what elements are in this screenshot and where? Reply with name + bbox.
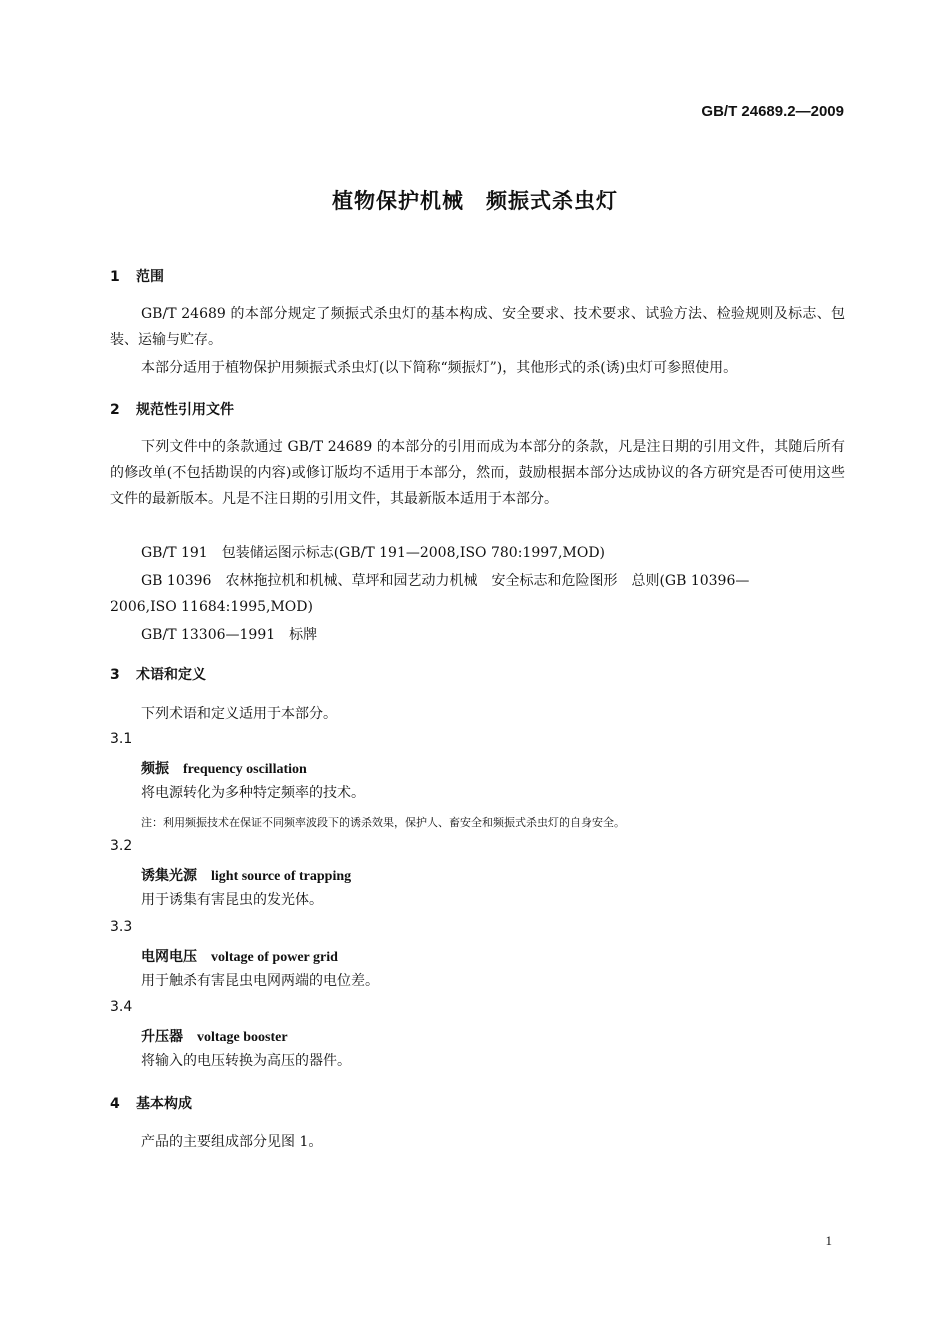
term-zh: 升压器 (141, 1029, 183, 1045)
term-definition: 用于触杀有害昆虫电网两端的电位差。 (141, 973, 379, 989)
term-number: 3.3 (110, 919, 133, 935)
term-definition: 用于诱集有害昆虫的发光体。 (141, 892, 323, 908)
term-en: light source of trapping (211, 869, 352, 884)
section-4-heading (110, 1093, 192, 1113)
term-number: 3.4 (110, 999, 133, 1015)
term-zh: 频振 (141, 761, 169, 777)
section-2-paragraph-1: 下列文件中的条款通过 GB/T 24689 的本部分的引用而成为本部分的条款，凡是注日期的引用文件，其随后所有的修改单(不包括勘误的内容)或修订版均不适用于本部分，然而，鼓励根据本部分达成协议的各方研究是否可使用这些文件的最新版本。凡是不注日期的引用文件，其最新版本适用于本部分。 (110, 439, 845, 507)
term-voltage-booster (141, 1026, 288, 1046)
section-number: 2 (110, 402, 120, 418)
term-definition: 将电源转化为多种特定频率的技术。 (141, 785, 365, 801)
section-number: 3 (110, 667, 120, 683)
section-1-paragraph-1: GB/T 24689 的本部分规定了频振式杀虫灯的基本构成、安全要求、技术要求、试验方法、检验规则及标志、包装、运输与贮存。 (110, 306, 845, 348)
term-note: 注：利用频振技术在保证不同频率波段下的诱杀效果，保护人、畜安全和频振式杀虫灯的自身安全。 (141, 816, 625, 829)
reference-gbt13306: GB/T 13306—1991 标牌 (141, 627, 318, 643)
section-2-heading (110, 399, 234, 419)
section-number: 1 (110, 269, 120, 285)
section-title: 范围 (136, 269, 164, 285)
term-zh: 诱集光源 (141, 868, 197, 884)
standard-number: GB/T 24689.2—2009 (701, 103, 844, 120)
term-zh: 电网电压 (141, 949, 197, 965)
term-en: voltage booster (197, 1030, 288, 1045)
section-number: 4 (110, 1096, 120, 1112)
section-1-paragraph-2: 本部分适用于植物保护用频振式杀虫灯(以下简称“频振灯”)，其他形式的杀(诱)虫灯可参照使用。 (141, 360, 738, 376)
page-number: 1 (825, 1233, 832, 1248)
reference-gb10396: GB 10396 农林拖拉机和机械、草坪和园艺动力机械 安全标志和危险图形 总则(GB 10396— (141, 573, 750, 589)
page-title: 植物保护机械 频振式杀虫灯 (332, 189, 618, 213)
term-voltage-of-power-grid (141, 946, 338, 966)
term-light-source-of-trapping (141, 865, 351, 885)
term-en: frequency oscillation (183, 762, 307, 777)
reference-gb10396-continued: 2006,ISO 11684:1995,MOD) (110, 599, 313, 615)
section-1-heading (110, 266, 164, 286)
term-number: 3.2 (110, 838, 133, 854)
section-title: 基本构成 (136, 1096, 192, 1112)
reference-gbt191: GB/T 191 包装储运图示标志(GB/T 191—2008,ISO 780:1997,MOD) (141, 545, 606, 561)
section-3-intro: 下列术语和定义适用于本部分。 (141, 706, 337, 722)
term-number: 3.1 (110, 731, 133, 747)
section-4-paragraph-1: 产品的主要组成部分见图 1。 (141, 1134, 323, 1150)
section-3-heading (110, 664, 206, 684)
section-title: 术语和定义 (136, 667, 206, 683)
term-frequency-oscillation (141, 758, 307, 778)
term-definition: 将输入的电压转换为高压的器件。 (141, 1053, 351, 1069)
section-title: 规范性引用文件 (136, 402, 234, 418)
term-en: voltage of power grid (211, 950, 338, 965)
